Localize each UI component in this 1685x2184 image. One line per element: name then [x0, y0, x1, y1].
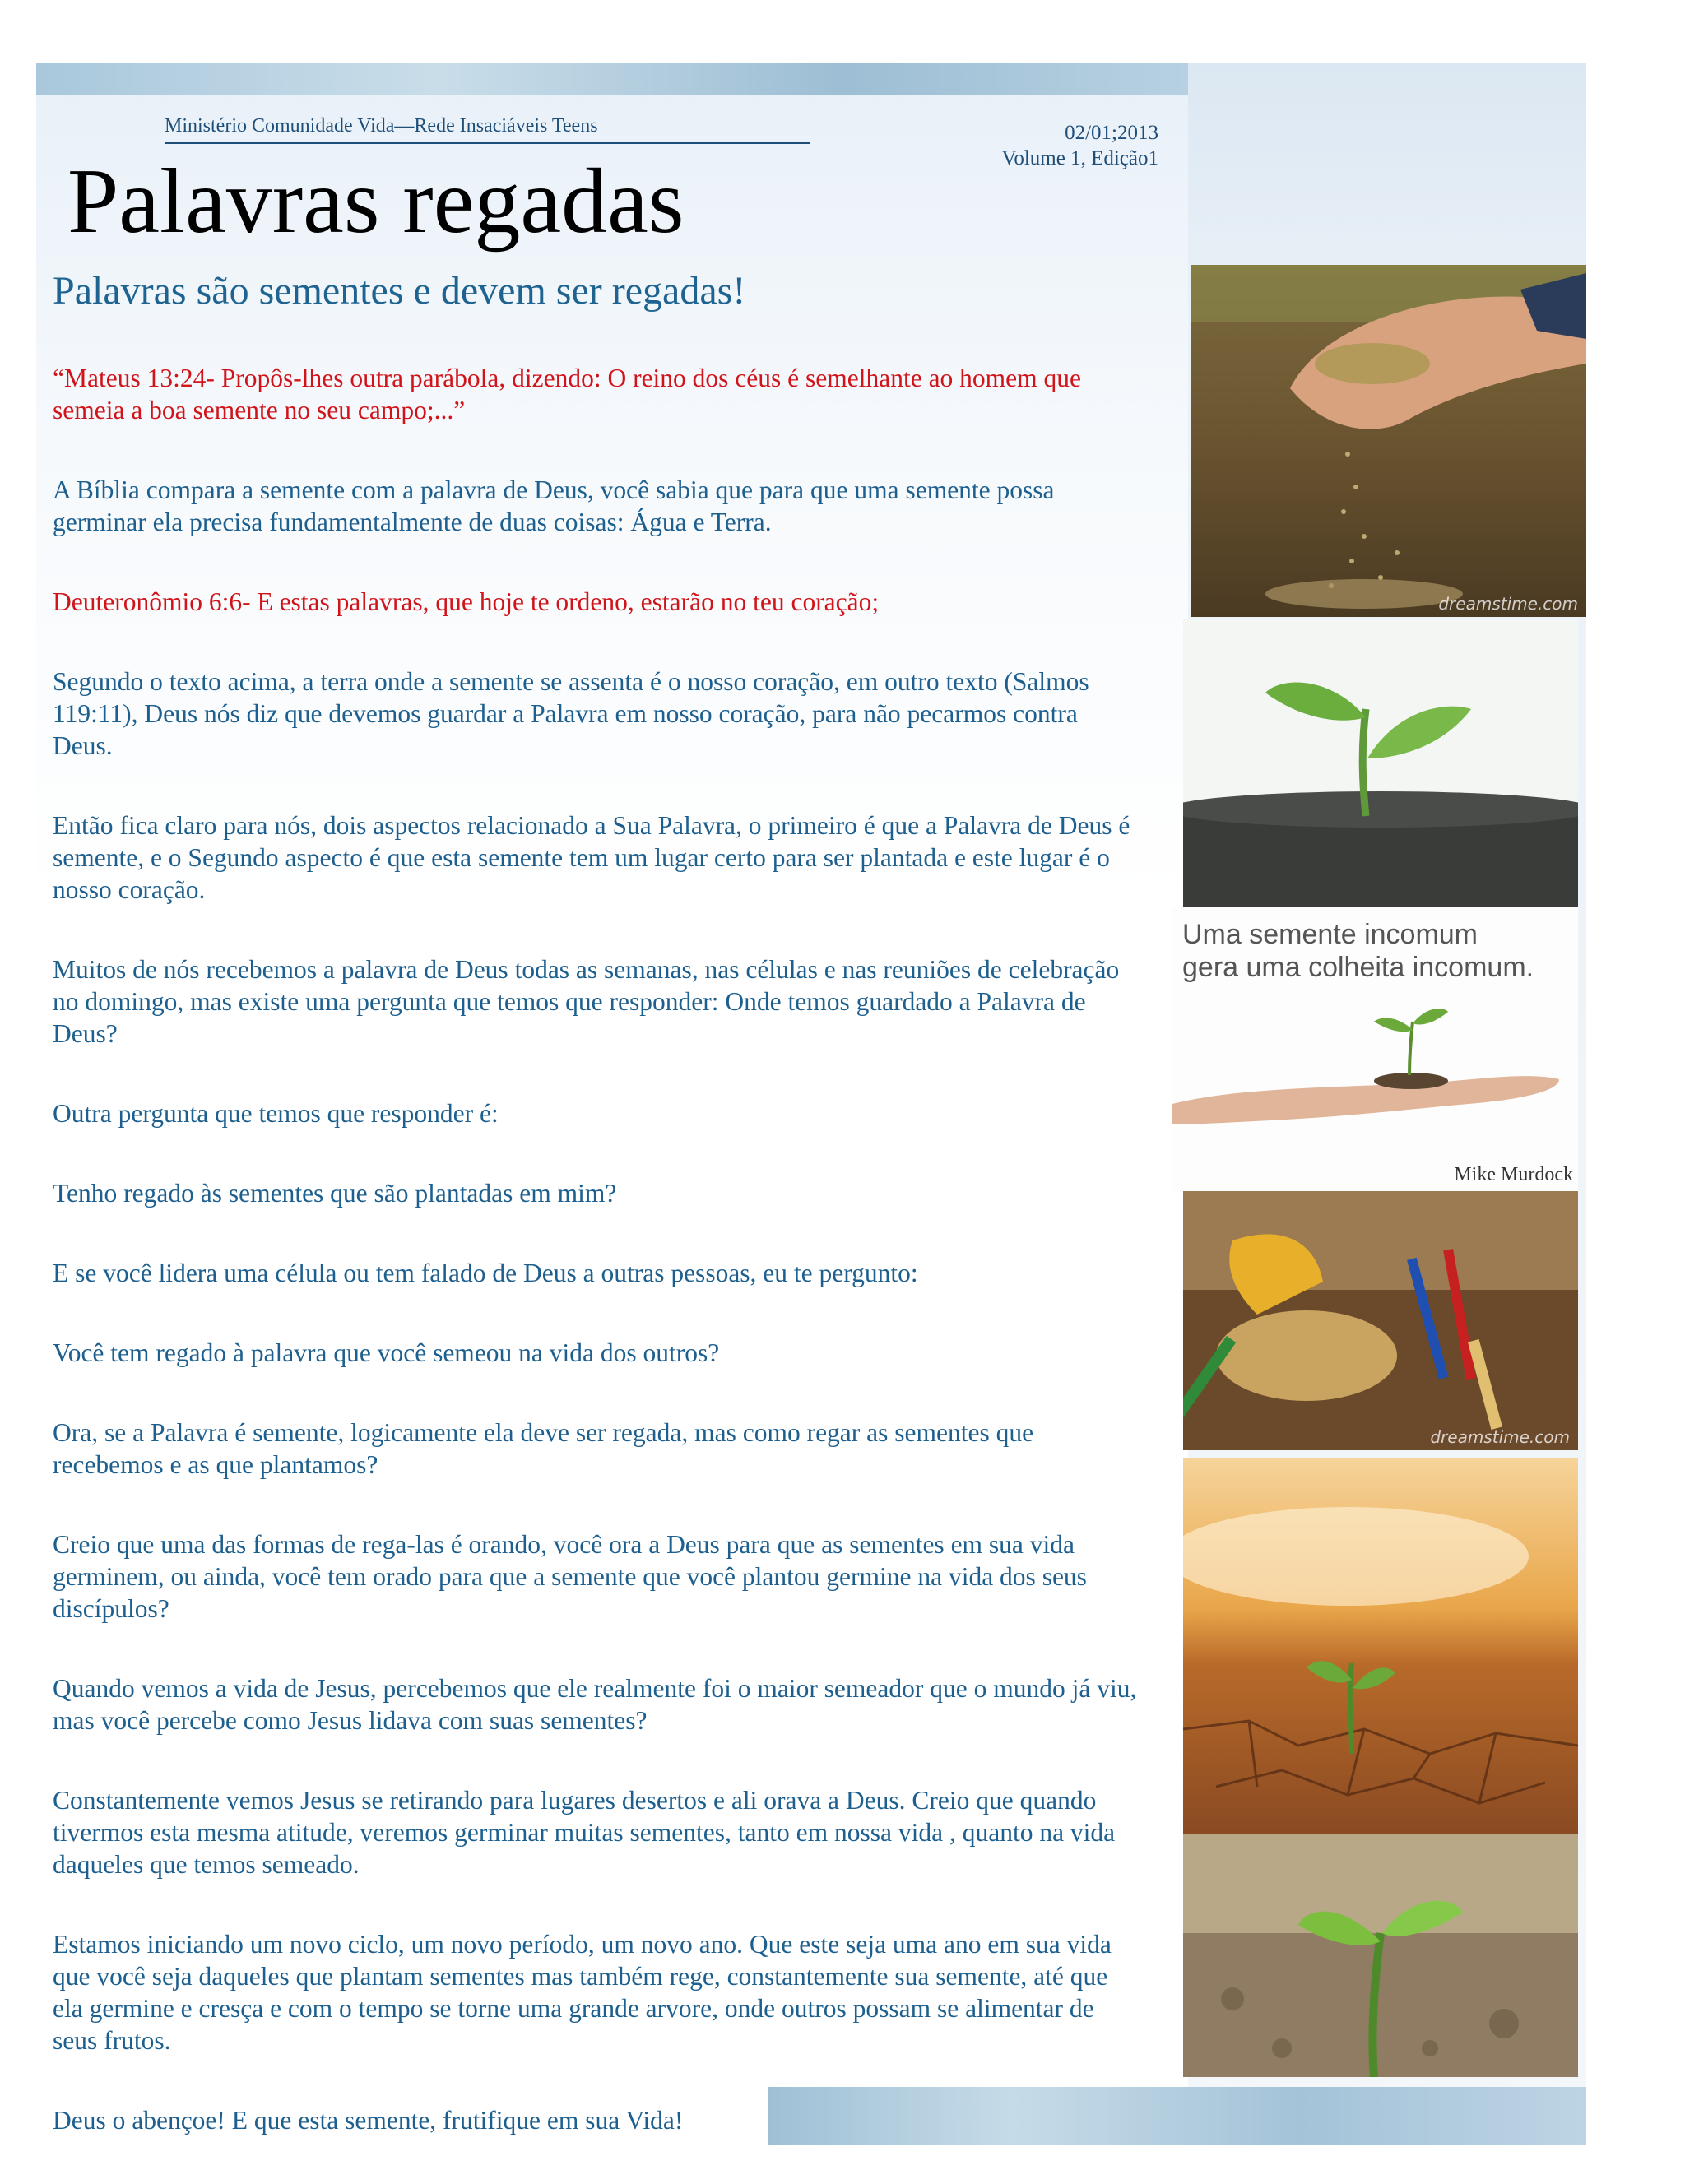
- scripture-quote: “Mateus 13:24- Propôs-lhes outra parábola, dizendo: O reino dos céus é semelhante ao homem que semeia a boa semente no seu campo;...”: [53, 364, 1082, 424]
- article-headline: Palavras são sementes e devem ser regadas!: [53, 269, 746, 313]
- paragraph: Outra pergunta que temos que responder é:: [53, 1099, 499, 1128]
- photo-garden-tools-seeds: [1183, 1191, 1578, 1450]
- photo-caption: Uma semente incomum gera uma colheita incomum.: [1182, 919, 1534, 983]
- photo-sprout-dry-ground: [1183, 1834, 1578, 2077]
- newsletter-title: Palavras regadas: [67, 151, 685, 253]
- paragraph: Tenho regado às sementes que são plantadas em mim?: [53, 1179, 617, 1208]
- paragraph: Creio que uma das formas de rega-las é orando, você ora a Deus para que as sementes em sua vida germinem, ou ainda, você tem orado para que a semente que você plantou germine na vida dos seus discípulos?: [53, 1530, 1087, 1623]
- paragraph: Quando vemos a vida de Jesus, percebemos que ele realmente foi o maior semeador que o mundo já viu, mas você percebe como Jesus lidava com suas sementes?: [53, 1674, 1137, 1735]
- photo-sprout-cracked-earth: [1183, 1458, 1578, 1834]
- paragraph: A Bíblia compara a semente com a palavra de Deus, você sabia que para que uma semente possa germinar ela precisa fundamentalmente de duas coisas: Água e Terra.: [53, 475, 1055, 536]
- closing-blessing: Deus o abençoe! E que esta semente, frutifique em sua Vida!: [53, 2106, 684, 2135]
- paragraph: Constantemente vemos Jesus se retirando para lugares desertos e ali orava a Deus. Creio que quando tivermos esta mesma atitude, veremos germinar muitas sementes, tanto em nossa vida , quanto na vida daqueles que temos semeado.: [53, 1786, 1116, 1879]
- issue-volume: Volume 1, Edição1: [1001, 147, 1158, 169]
- paragraph: Então fica claro para nós, dois aspectos relacionado a Sua Palavra, o primeiro é que a Palavra de Deus é semente, e o Segundo aspecto é que esta semente tem um lugar certo para ser plantada e este lugar é o nosso coração.: [53, 811, 1130, 904]
- photo-watermark: dreamstime.com: [1430, 1427, 1570, 1447]
- photo-hand-sowing-seeds: [1191, 265, 1586, 617]
- organization-name: Ministério Comunidade Vida—Rede Insaciáveis Teens: [165, 115, 810, 144]
- paragraph: Muitos de nós recebemos a palavra de Deus todas as semanas, nas células e nas reuniões de celebração no domingo, mas existe uma pergunta que temos que responder: Onde temos guardado a Palavra de Deus?: [53, 955, 1120, 1048]
- photo-uncommon-seed: [1172, 907, 1578, 1191]
- paragraph: Estamos iniciando um novo ciclo, um novo período, um novo ano. Que este seja uma ano em sua vida que você seja daqueles que plantam sementes mas também rege, constantemente sua semente, até que ela germine e cresça e com o tempo se torne uma grande arvore, onde outros possam se alimentar de seus frutos.: [53, 1930, 1112, 2055]
- article-body: [53, 362, 1139, 2184]
- top-decorative-bar: [36, 63, 1188, 95]
- photo-watermark: dreamstime.com: [1438, 594, 1578, 614]
- issue-date: 02/01;2013: [1065, 122, 1158, 144]
- issue-info: [1002, 120, 1158, 171]
- paragraph: Segundo o texto acima, a terra onde a semente se assenta é o nosso coração, em outro texto (Salmos 119:11), Deus nós diz que devemos guardar a Palavra em nosso coração, para não pecarmos contra Deus.: [53, 667, 1089, 760]
- photo-seedling-in-soil: [1183, 619, 1578, 907]
- photo-credit: Mike Murdock: [1454, 1164, 1573, 1185]
- paragraph: E se você lidera uma célula ou tem falado de Deus a outras pessoas, eu te pergunto:: [53, 1259, 918, 1287]
- scripture-quote: Deuteronômio 6:6- E estas palavras, que hoje te ordeno, estarão no teu coração;: [53, 587, 880, 616]
- paragraph: Você tem regado à palavra que você semeou na vida dos outros?: [53, 1338, 720, 1367]
- paragraph: Ora, se a Palavra é semente, logicamente ela deve ser regada, mas como regar as sementes que recebemos e as que plantamos?: [53, 1418, 1034, 1479]
